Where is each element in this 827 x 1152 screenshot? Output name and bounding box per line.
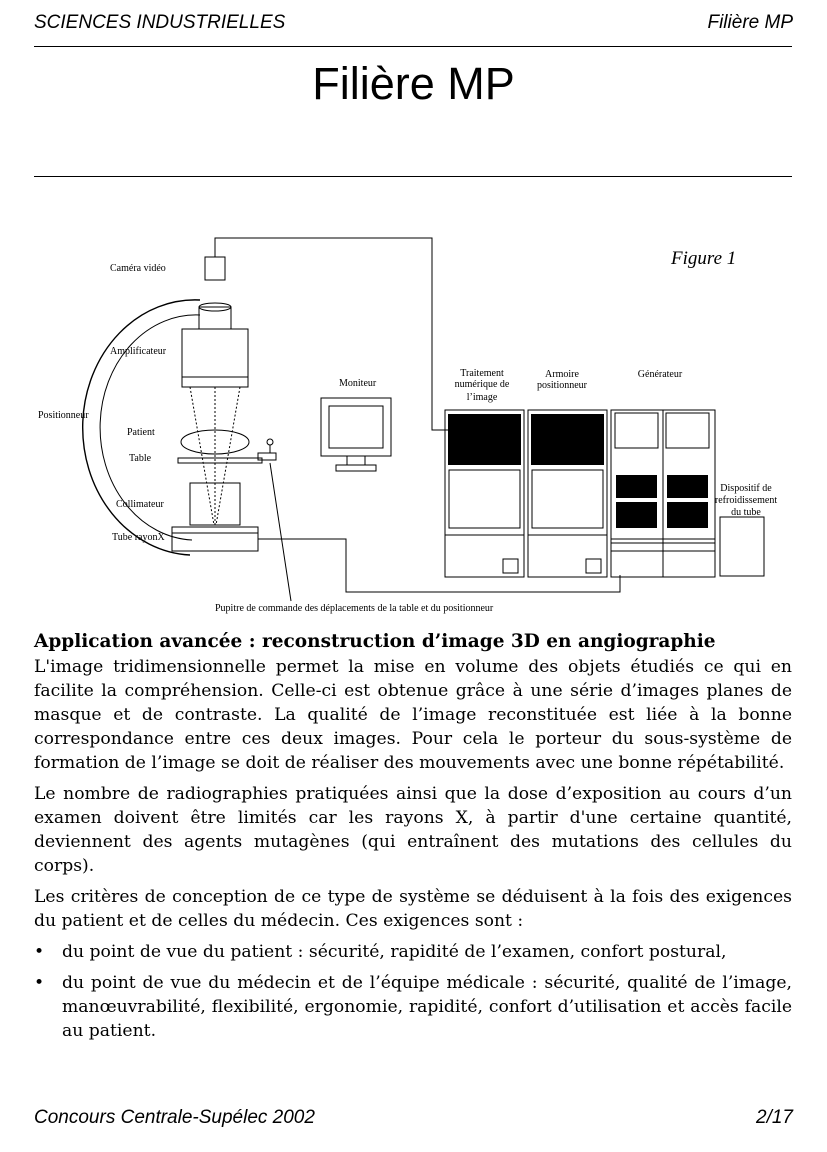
label-traitement-3: l’image xyxy=(466,392,498,403)
table-plate xyxy=(178,458,262,463)
title-rule xyxy=(34,176,792,177)
section-title: Application avancée : reconstruction d’image 3D en angiographie xyxy=(34,631,716,652)
body-text xyxy=(34,630,792,1050)
label-dispositif-3: du tube xyxy=(731,507,761,518)
requirements-list xyxy=(34,940,792,1043)
screen-traitement xyxy=(448,414,521,465)
monitor-frame xyxy=(321,398,391,456)
label-patient: Patient xyxy=(127,427,155,438)
list-item-text: du point de vue du patient : sécurité, rapidité de l’examen, confort postural, xyxy=(62,942,727,962)
list-item xyxy=(34,971,792,1043)
label-generateur: Générateur xyxy=(637,369,683,380)
label-table: Table xyxy=(129,453,152,464)
label-dispositif-2: refroidissement xyxy=(714,495,778,506)
cabinet-dispositif xyxy=(720,517,764,576)
footer-left: Concours Centrale-Supélec 2002 xyxy=(34,1107,315,1128)
label-positionneur: Positionneur xyxy=(38,410,89,421)
label-amplificateur: Amplificateur xyxy=(110,346,167,357)
footer-right: 2/17 xyxy=(756,1107,793,1128)
header-left: SCIENCES INDUSTRIELLES xyxy=(34,12,286,33)
label-traitement-1: Traitement xyxy=(460,368,504,379)
camera-cable xyxy=(215,238,448,430)
page-title: Filière MP xyxy=(312,58,515,109)
figure-caption: Figure 1 xyxy=(671,248,737,269)
label-tube: Tube rayonX xyxy=(112,532,165,543)
list-item xyxy=(34,940,792,964)
camera-body xyxy=(205,257,225,280)
label-camera: Caméra vidéo xyxy=(110,263,166,274)
paragraph-3: Les critères de conception de ce type de système se déduisent à la fois des exigences du patient et de celles du médecin. Ces exigences sont : xyxy=(34,887,792,931)
label-collimateur: Collimateur xyxy=(116,499,164,510)
tube-cable xyxy=(258,539,620,592)
label-traitement-2: numérique de xyxy=(454,379,510,390)
figure-1-diagram xyxy=(0,225,827,620)
amplificateur-body xyxy=(182,329,248,377)
paragraph-2: Le nombre de radiographies pratiquées ainsi que la dose d’exposition au cours d’un examen doivent être limités car les rayons X, à partir d'une certaine quantité, deviennent des agents mutagènes (qui entraînent des mutations des cellules du corps). xyxy=(34,784,792,876)
label-pupitre: Pupitre de commande des déplacements de la table et du positionneur xyxy=(215,603,494,614)
header-rule xyxy=(34,46,792,47)
patient-shape xyxy=(181,430,249,454)
screen-armoire xyxy=(531,414,604,465)
pupitre-box xyxy=(258,453,276,460)
label-armoire-2: positionneur xyxy=(537,380,587,391)
bullet-icon: • xyxy=(34,942,45,962)
paragraph-1: L'image tridimensionnelle permet la mise en volume des objets étudiés ce qui en facilite la compréhension. Celle-ci est obtenue grâce à une série d’images planes de masque et de contraste. La qualité de l’image reconstituée est liée à la bonne correspondance entre ces deux images. Pour cela le porteur du sous-système de formation de l’image se doit de réaliser des mouvements avec une bonne répétabilité. xyxy=(34,657,792,773)
label-armoire-1: Armoire xyxy=(545,369,579,380)
pupitre-pointer xyxy=(270,463,291,601)
header-right: Filière MP xyxy=(707,12,793,33)
label-moniteur: Moniteur xyxy=(339,378,377,389)
label-dispositif-1: Dispositif de xyxy=(720,483,772,494)
bullet-icon: • xyxy=(34,973,45,993)
list-item-text: du point de vue du médecin et de l’équipe médicale : sécurité, qualité de l’image, manœuvrabilité, flexibilité, ergonomie, rapidité, confort d’utilisation et accès facile au patient. xyxy=(62,973,792,1041)
